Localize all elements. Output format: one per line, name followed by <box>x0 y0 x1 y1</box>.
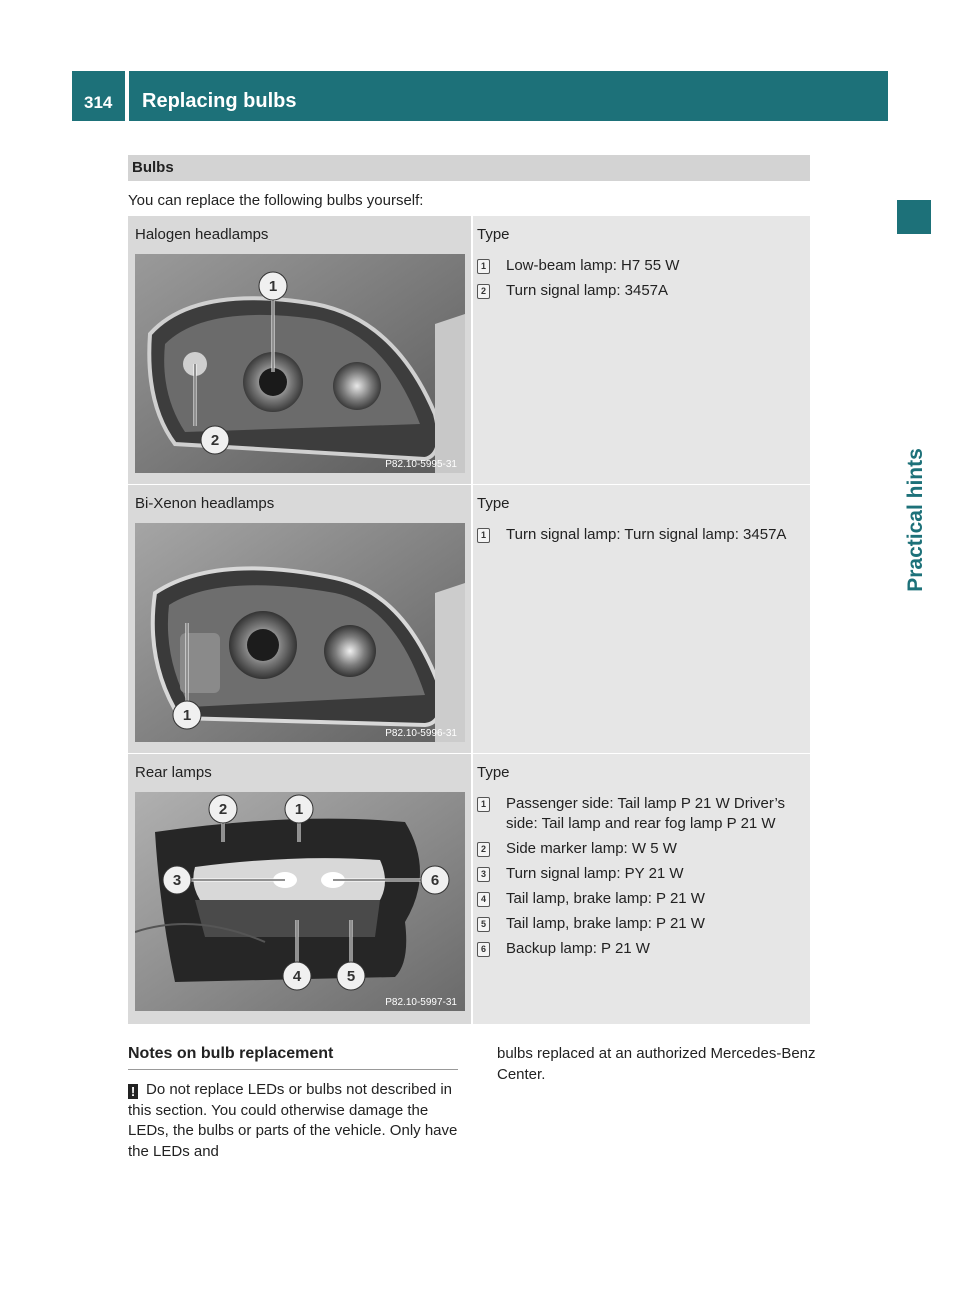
callout-marker: 1 <box>477 797 490 812</box>
bulb-table <box>128 216 810 1024</box>
list-item <box>477 525 807 545</box>
type-label: Type <box>477 764 510 781</box>
bulb-description: Low-beam lamp: H7 55 W <box>506 257 680 274</box>
callout-2: 2 <box>210 432 220 449</box>
callout-marker: 2 <box>477 842 490 857</box>
notes-continuation: bulbs replaced at an authorized Mercedes-Benz Center. <box>497 1045 816 1083</box>
table-cell-lamp <box>128 754 471 1024</box>
table-row <box>128 754 810 1024</box>
table-cell-type <box>473 754 810 1024</box>
callout-1: 1 <box>268 278 278 295</box>
notes-heading: Notes on bulb replacement <box>128 1045 458 1070</box>
rear-lamp-photo <box>135 792 465 1011</box>
list-item <box>477 794 807 834</box>
list-item <box>477 839 807 859</box>
page-number: 314 <box>84 93 113 112</box>
callout-1: 1 <box>294 801 304 818</box>
table-row <box>128 485 810 753</box>
list-item <box>477 281 807 301</box>
bulb-description: Tail lamp, brake lamp: P 21 W <box>506 915 705 932</box>
callout-6: 6 <box>430 872 440 889</box>
callout-marker: 1 <box>477 259 490 274</box>
type-label: Type <box>477 226 510 243</box>
section-intro: You can replace the following bulbs yourself: <box>128 192 424 209</box>
bulb-description: Tail lamp, brake lamp: P 21 W <box>506 890 705 907</box>
callout-5: 5 <box>346 968 356 985</box>
bulb-list <box>477 256 807 306</box>
image-code: P82.10-5997-31 <box>385 997 457 1008</box>
callout-marker: 6 <box>477 942 490 957</box>
lamp-label: Halogen headlamps <box>135 226 269 243</box>
section-side-label <box>896 420 936 620</box>
header-separator <box>125 71 129 121</box>
lamp-label: Rear lamps <box>135 764 212 781</box>
lamp-label: Bi-Xenon headlamps <box>135 495 275 512</box>
bulb-list <box>477 525 807 550</box>
type-label: Type <box>477 495 510 512</box>
notes-warning <box>128 1080 463 1162</box>
callout-3: 3 <box>172 872 182 889</box>
table-cell-lamp <box>128 485 471 753</box>
halogen-headlamp-photo <box>135 254 465 473</box>
bulb-description: Turn signal lamp: PY 21 W <box>506 865 684 882</box>
warning-icon: ! <box>128 1084 138 1099</box>
callout-marker: 4 <box>477 892 490 907</box>
list-item <box>477 939 807 959</box>
section-heading-bar <box>128 155 810 181</box>
list-item <box>477 889 807 909</box>
section-side-label-text: Practical hints <box>904 448 927 592</box>
table-cell-type <box>473 485 810 753</box>
callout-marker: 1 <box>477 528 490 543</box>
callout-4: 4 <box>292 968 302 985</box>
callout-2: 2 <box>218 801 228 818</box>
bulb-description: Side marker lamp: W 5 W <box>506 840 677 857</box>
list-item <box>477 914 807 934</box>
section-heading: Bulbs <box>132 159 174 176</box>
callout-1: 1 <box>182 707 192 724</box>
callout-marker: 5 <box>477 917 490 932</box>
table-cell-type <box>473 216 810 484</box>
image-code: P82.10-5996-31 <box>385 728 457 739</box>
page-title: Replacing bulbs <box>142 90 297 112</box>
bixenon-headlamp-photo <box>135 523 465 742</box>
table-cell-lamp <box>128 216 471 484</box>
image-code: P82.10-5995-31 <box>385 459 457 470</box>
bulb-list <box>477 794 807 964</box>
bulb-description: Backup lamp: P 21 W <box>506 940 650 957</box>
callout-marker: 3 <box>477 867 490 882</box>
bulb-description: Turn signal lamp: Turn signal lamp: 3457A <box>506 526 787 543</box>
section-tab-marker <box>897 200 931 234</box>
list-item <box>477 256 807 276</box>
callout-marker: 2 <box>477 284 490 299</box>
bulb-description: Turn signal lamp: 3457A <box>506 282 669 299</box>
table-row <box>128 216 810 484</box>
warning-text: Do not replace LEDs or bulbs not described in this section. You could otherwise damage the LEDs, the bulbs or parts of the vehicle. Only have the LEDs and <box>128 1081 458 1160</box>
bulb-description: Passenger side: Tail lamp P 21 W Driver’s side: Tail lamp and rear fog lamp P 21 W <box>506 795 786 832</box>
list-item <box>477 864 807 884</box>
